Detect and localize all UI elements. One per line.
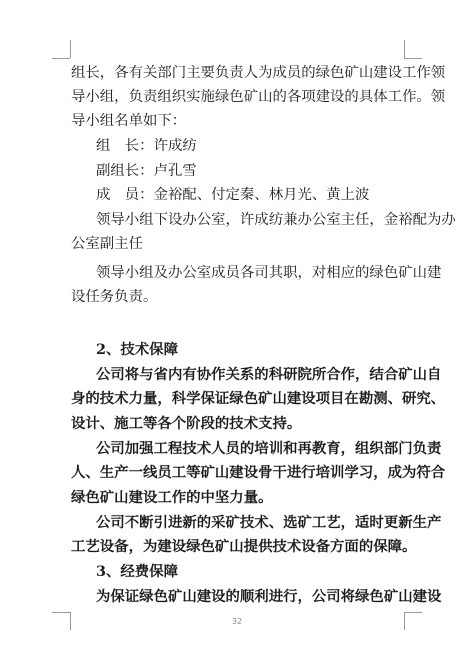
- crop-mark-bottom-left-h: [52, 612, 70, 613]
- page-number: 32: [231, 617, 243, 626]
- crop-mark-top-left-h: [52, 58, 70, 59]
- crop-mark-top-left-v: [70, 40, 71, 58]
- document-page: 组长，各有关部门主要负责人为成员的绿色矿山建设工作领 导小组，负责组织实施绿色矿山的各项建设的具体工作。领 导小组名单如下： 组 长：许成纺 副组长：卢孔雪 成 员：金裕配、付定秦、林月光、黄上波 领导小组下设办公室，许成纺兼办公室主任，金裕配为办 公室副主任 领导小组及办公室成员各司其职，对相应的绿色矿山建 设任务负责。 2、技术保障 公司将与省内有协作关系的科研院所合作，结合矿山自 身的技术力量，科学保证绿色矿山建设项目在勘测、研究、 设计、施工等各个阶段的技术支持。 公司加强工程技术人员的培训和再教育，组织部门负责 人、生产一线员工等矿山建设骨干进行培训学习，成为符合 绿色矿山建设工作的中坚力量。 公司不断引进新的采矿技术、选矿工艺，适时更新生产 工艺设备，为建设绿色矿山提供技术设备方面的保障。 3、经费保障 为保证绿色矿山建设的顺利进行，公司将绿色矿山建设 32: [0, 0, 474, 671]
- crop-mark-top-right-v: [404, 40, 405, 58]
- crop-mark-top-right-h: [404, 58, 422, 59]
- crop-mark-bottom-right-h: [404, 612, 422, 613]
